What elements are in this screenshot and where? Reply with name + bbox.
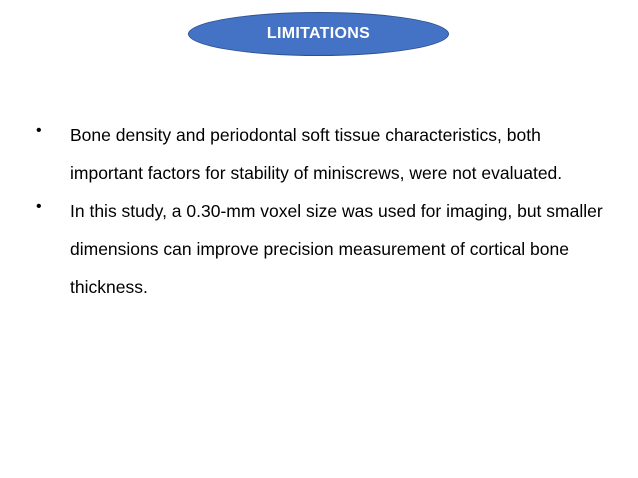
bullet-text: In this study, a 0.30-mm voxel size was used for imaging, but smaller dimensions can improve precision measurement of cortical bone thickness. (70, 201, 603, 297)
slide-title: LIMITATIONS (266, 25, 371, 42)
bullet-dot-icon: • (36, 122, 42, 139)
bullet-item (32, 116, 612, 192)
bullet-item (32, 192, 612, 306)
bullet-list (32, 116, 612, 306)
bullet-dot-icon: • (36, 198, 42, 215)
bullet-text: Bone density and periodontal soft tissue characteristics, both important factors for stability of miniscrews, were not evaluated. (70, 125, 563, 183)
title-banner (188, 12, 449, 56)
